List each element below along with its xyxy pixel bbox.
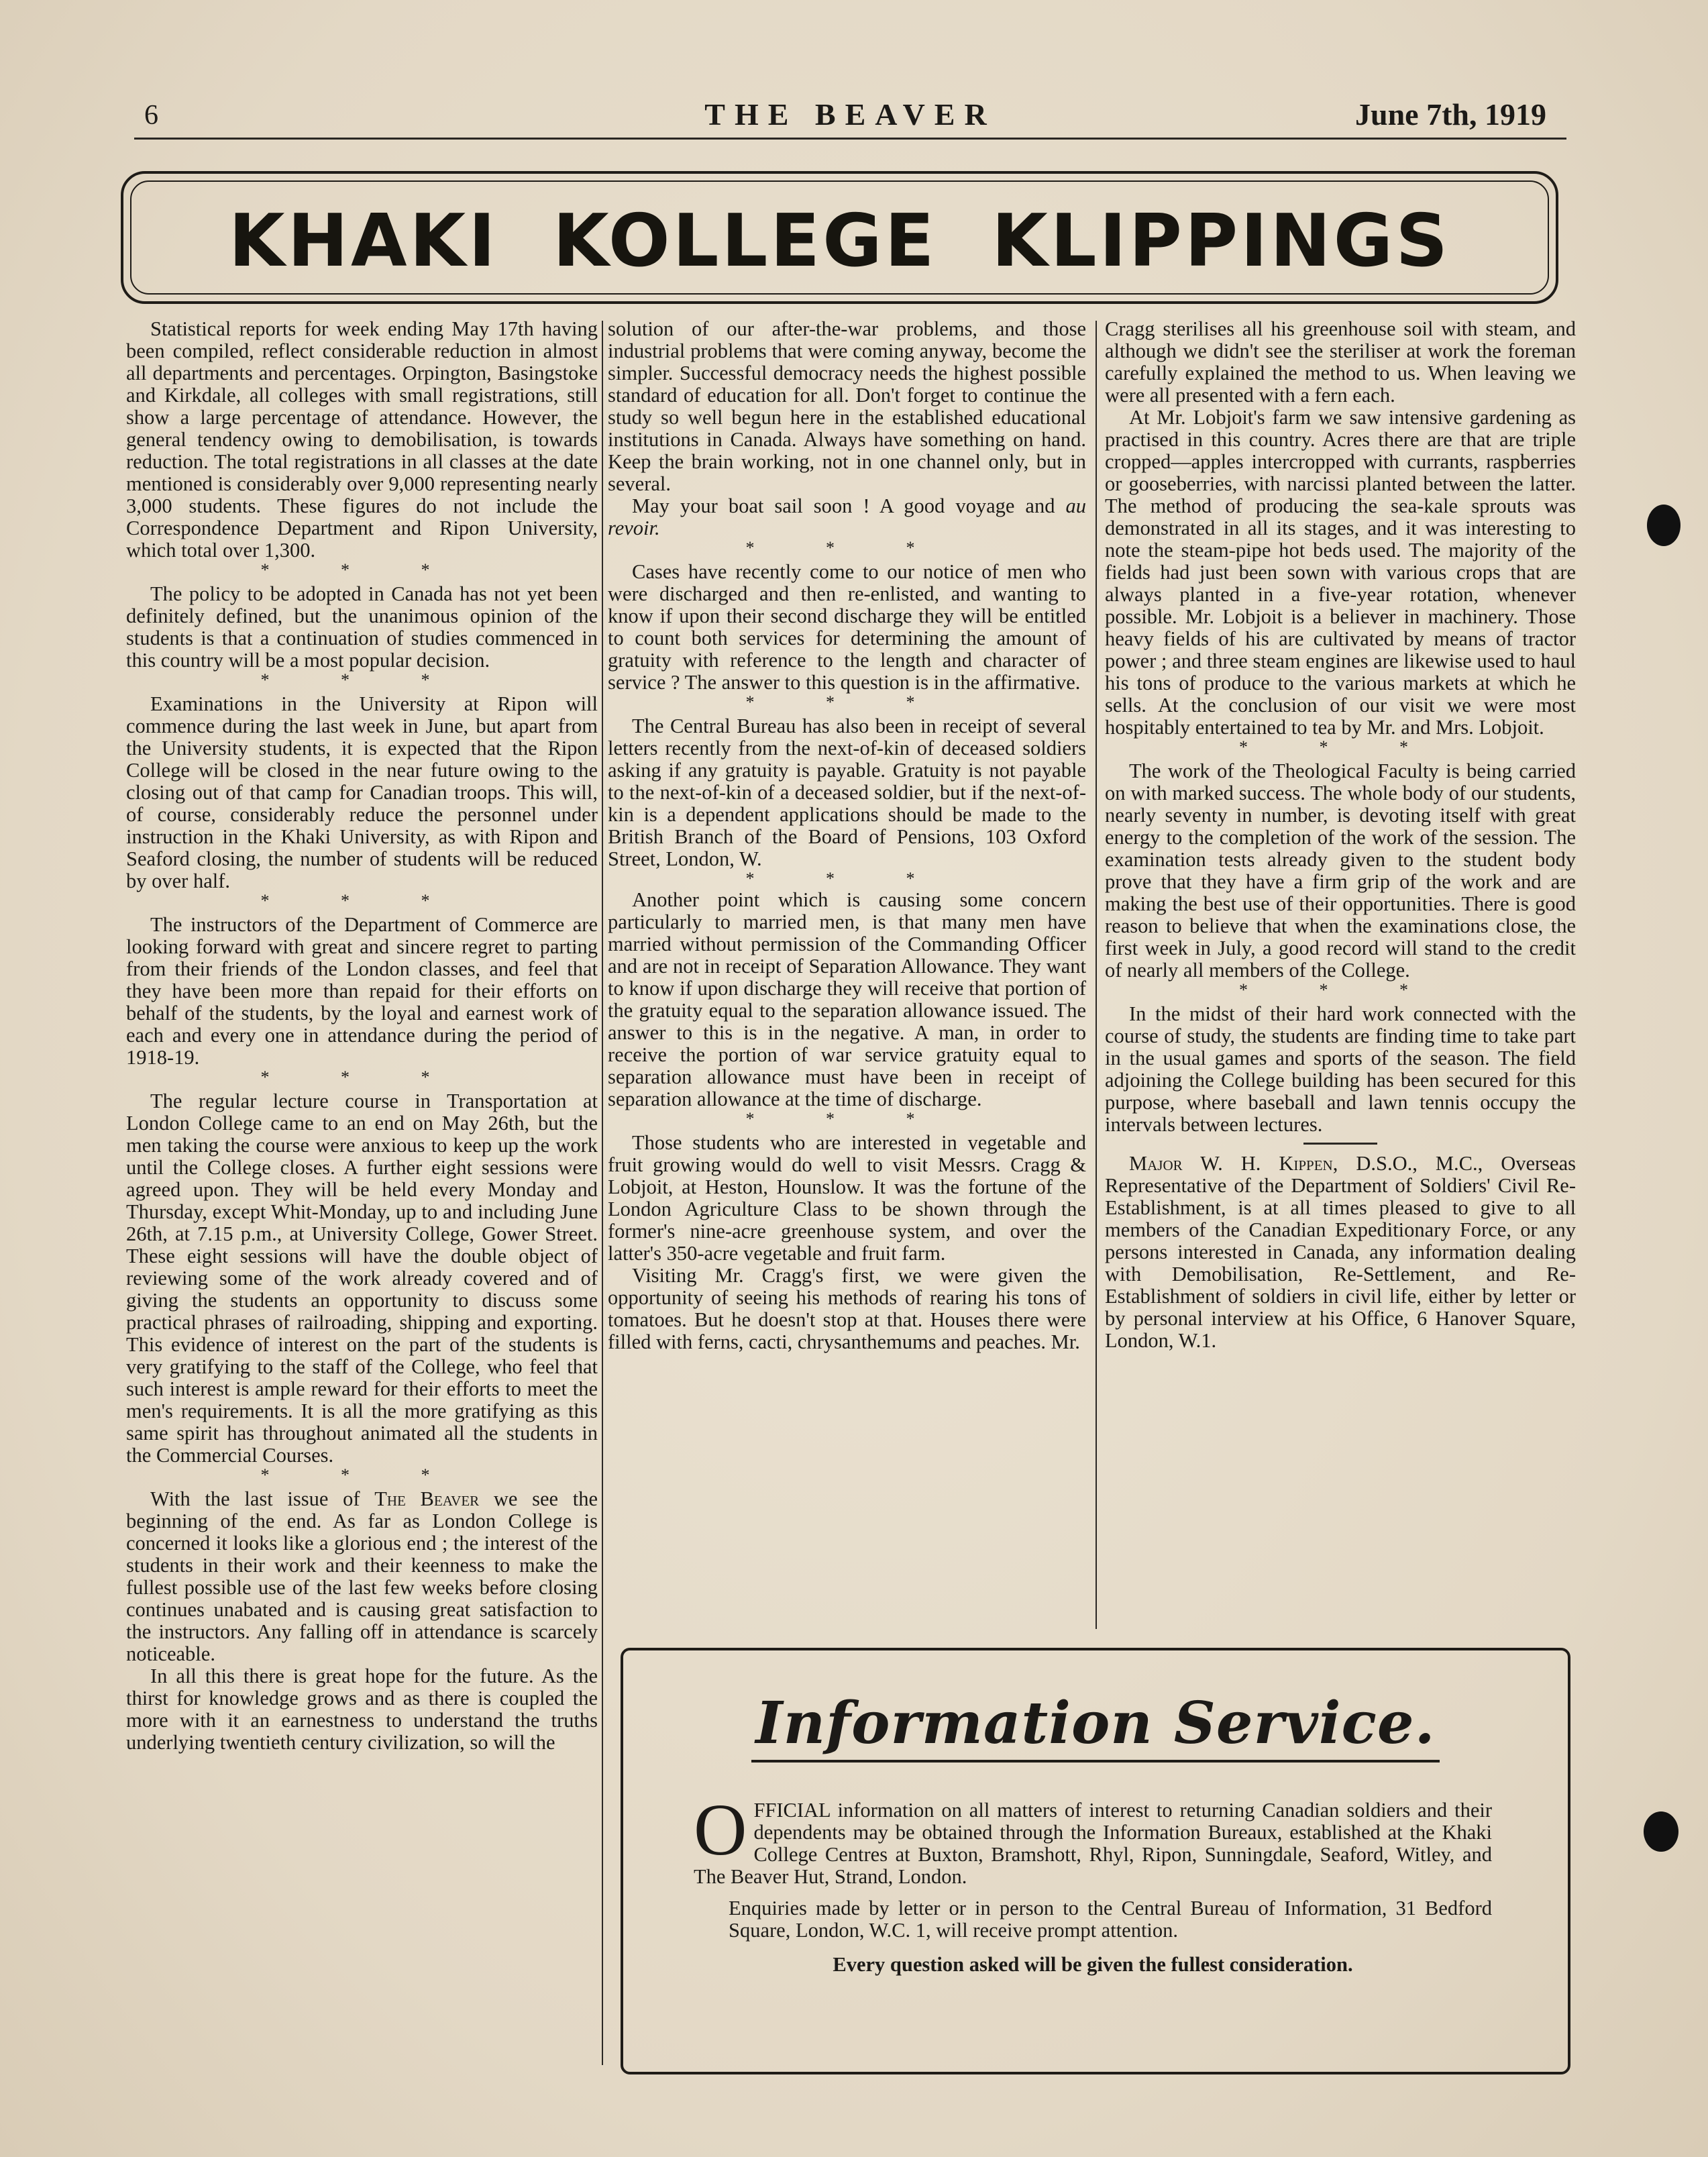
article-cragg-continued: Cragg sterilises all his greenhouse soil with steam, and although we didn't see the steriliser at work the foreman carefully explained the method to us. When leaving we were all presented with a fern each.	[1105, 317, 1576, 407]
section-separator: * * *	[260, 1067, 464, 1087]
section-separator: * * *	[260, 670, 464, 690]
section-separator: * * *	[260, 891, 464, 910]
article-commerce-department: The instructors of the Department of Commerce are looking forward with great and sincere regret to parting from their friends of the London classes, and feel that they have been more than repaid for their efforts on behalf of the students, by the loyal and earnest work of each and every one in attendance during the period of 1918-19.	[126, 913, 598, 1069]
article-re-enlisted-gratuity: Cases have recently come to our notice of men who were discharged and then re-enlisted, and wanting to know if upon their second discharge they will be entitled to count both services for determining the amount of gratuity with reference to the length and character of service ? The answer to this question is in the affirmative.	[608, 560, 1086, 694]
page-header	[134, 94, 1566, 141]
section-separator: * * *	[260, 560, 464, 580]
article-games-sports: In the midst of their hard work connected with the course of study, the students are finding time to take part in the usual games and sports of the season. The field adjoining the College building has been secured for this purpose, where baseball and lawn tennis occupy the intervals between lectures.	[1105, 1002, 1576, 1136]
info-paragraph-official: OFFICIAL information on all matters of interest to returning Canadian soldiers and their dependents may be obtained through the Information Bureaux, established at the Khaki College Centres at Buxton, Bramshott, Rhyl, Ripon, Sunningdale, Seaford, Witley, and The Beaver Hut, Strand, London.	[694, 1789, 1492, 1888]
info-paragraph-enquiries: Enquiries made by letter or in person to the Central Bureau of Information, 31 Bedford Square, London, W.C. 1, will receive prompt attention.	[729, 1897, 1492, 1942]
column-divider	[602, 321, 603, 2065]
section-separator: * * *	[745, 692, 949, 712]
column-2	[608, 318, 1086, 1353]
article-canada-policy: The policy to be adopted in Canada has not yet been definitely defined, but the unanimous opinion of the students is that a continuation of studies commenced in this country will be a most popular decision.	[126, 582, 598, 672]
article-lobjoit-farm: At Mr. Lobjoit's farm we saw intensive gardening as practised in this country. Acres there are that are triple cropped—apples intercropped with currants, raspberries or gooseberries, with narcissi planted between the latter. The method of producing the sea-kale sprouts was demonstrated in all its stages, and it was interesting to note the steam-pipe hot beds used. The majority of the fields had just been sown with various crops that are always planted in a five-year rotation, whenever possible. Mr. Lobjoit is a believer in machinery. Those heavy fields of his are cultivated by means of tractor power ; and three steam engines are likewise used to haul his tons of produce to the various markets at which he sells. At the conclusion of our visit we were most hospitably entertained to tea by Mr. and Mrs. Lobjoit.	[1105, 406, 1576, 739]
article-transportation-course: The regular lecture course in Transportation at London College came to an end on May 26th, but the men taking the course were anxious to keep up the work until the College closes. A further eight sessions were agreed upon. They will be held every Monday and Thursday, except Whit-Monday, up to and including June 26th, at 7.15 p.m., at University College, Gower Street. These eight sessions will have the double object of reviewing some of the work already covered and of giving the students an opportunity to discuss some practical phrases of railroading, shipping and exporting. This evidence of interest on the part of the students is very gratifying to the staff of the College, who feel that such interest is ample reward for their efforts to meet the men's requirements. It is all the more gratifying as this same spirit has throughout animated all the students in the Commercial Courses.	[126, 1090, 598, 1467]
column-divider	[1096, 321, 1097, 1629]
info-paragraph-consideration: Every question asked will be given the fullest consideration.	[833, 1953, 1353, 1976]
section-title: KHAKI KOLLEGE KLIPPINGS	[228, 199, 1451, 283]
article-cragg-visit: Visiting Mr. Cragg's first, we were given the opportunity of seeing his methods of rearing his tons of tomatoes. But he doesn't stop at that. Houses there were filled with ferns, cacti, chrysanthemums and peaches. Mr.	[608, 1264, 1086, 1353]
article-fruit-growing: Those students who are interested in vegetable and fruit growing would do well to visit Messrs. Cragg & Lobjoit, at Heston, Hounslow. It was the fortune of the London Agriculture Class to be shown through the former's nine-acre greenhouse system, and over the latter's 350-acre vegetable and fruit farm.	[608, 1131, 1086, 1265]
information-service-body	[694, 1789, 1492, 1976]
section-masthead	[121, 171, 1558, 304]
article-ripon-exams: Examinations in the University at Ripon will commence during the last week in June, but apart from the University students, it is expected that the Ripon College will be closed in the near future owing to the closing out of that camp for Canadian troops. This will, of course, considerably reduce the personnel under instruction in the Khaki University, as with Ripon and Seaford closing, the number of students will be reduced by over half.	[126, 692, 598, 892]
article-hope-future-continued: solution of our after-the-war problems, and those industrial problems that were coming anyway, become the simpler. Successful democracy needs the highest possible standard of education for all. Don't forget to continue the study so well begun here in the established educational institutions in Canada. Always have something on hand. Keep the brain working, not in one channel only, but in several.	[608, 317, 1086, 495]
article-statistics: Statistical reports for week ending May 17th having been compiled, reflect considerable reduction in almost all departments and percentages. Orpington, Basingstoke and Kirkdale, all colleges with small registrations, still show a large percentage of attendance. However, the general tendency owing to demobilisation, is towards reduction. The total registrations in all classes at the date mentioned is considerably over 9,000 representing nearly 3,000 students. These figures do not include the Correspondence Department and Ripon University, which total over 1,300.	[126, 317, 598, 562]
issue-date: June 7th, 1919	[1355, 97, 1546, 131]
article-theological-faculty: The work of the Theological Faculty is being carried on with marked success. The whole body of our students, nearly seventy in number, is devoting itself with great energy to the completion of the work of the session. The examination tests already given to the student body prove that they have a firm grip of the work and are making the best use of their opportunities. There is good reason to believe that when the examinations close, the first week in July, a good record will stand to the credit of nearly all members of the College.	[1105, 759, 1576, 982]
article-farewell: May your boat sail soon ! A good voyage and au revoir.	[608, 494, 1086, 539]
section-separator: * * *	[1239, 980, 1442, 1000]
article-hope-future: In all this there is great hope for the future. As the thirst for knowledge grows and as there is coupled the more with it an earnestness to understand the truths underlying twentieth century civilization, so will the	[126, 1665, 598, 1754]
section-separator: * * *	[745, 869, 949, 888]
article-last-issue: With the last issue of The Beaver we see the beginning of the end. As far as London College is concerned it looks like a glorious end ; the interest of the students in their work and their keenness to make the fullest possible use of the last few weeks before closing continues unabated and is causing great satisfaction to the instructors. Any falling off in attendance is scarcely noticeable.	[126, 1487, 598, 1665]
short-divider	[1303, 1143, 1377, 1145]
information-service-box	[621, 1648, 1570, 2074]
information-service-heading: Information Service.	[623, 1689, 1568, 1757]
section-separator: * * *	[745, 1109, 949, 1128]
column-1	[126, 318, 598, 1754]
section-separator: * * *	[745, 538, 949, 558]
article-next-of-kin: The Central Bureau has also been in receipt of several letters recently from the next-of-kin of deceased soldiers asking if any gratuity is payable. Gratuity is not payable to the next-of-kin of a deceased soldier, but if the next-of-kin is a dependent applications should be made to the British Branch of the Board of Pensions, 103 Oxford Street, London, W.	[608, 715, 1086, 870]
binding-hole-mark	[1644, 1811, 1678, 1852]
section-separator: * * *	[260, 1465, 464, 1485]
column-3	[1105, 318, 1576, 1352]
publication-title: THE BEAVER	[704, 97, 996, 131]
article-separation-allowance: Another point which is causing some concern particularly to married men, is that many men have married without permission of the Commanding Officer and are not in receipt of Separation Allowance. They want to know if upon discharge they will receive that portion of the gratuity equal to the separation allowance issued. The answer to this is in the negative. A man, in order to receive the portion of war service gratuity equal to separation allowance must have been in receipt of separation allowance at the time of discharge.	[608, 888, 1086, 1110]
binding-hole-mark	[1647, 505, 1680, 546]
article-major-kippen: Major W. H. Kippen, D.S.O., M.C., Overseas Representative of the Department of Soldiers' Civil Re-Establishment, is at all times pleased to give to all members of the Canadian Expeditionary Force, or any persons interested in Canada, any information dealing with Demobilisation, Re-Settlement, and Re-Establishment of soldiers in civil life, either by letter or by personal interview at his Office, 6 Hanover Square, London, W.1.	[1105, 1152, 1577, 1352]
header-rule	[134, 138, 1566, 140]
drop-cap: O	[694, 1789, 747, 1871]
page-number: 6	[144, 100, 158, 131]
section-separator: * * *	[1239, 737, 1442, 757]
